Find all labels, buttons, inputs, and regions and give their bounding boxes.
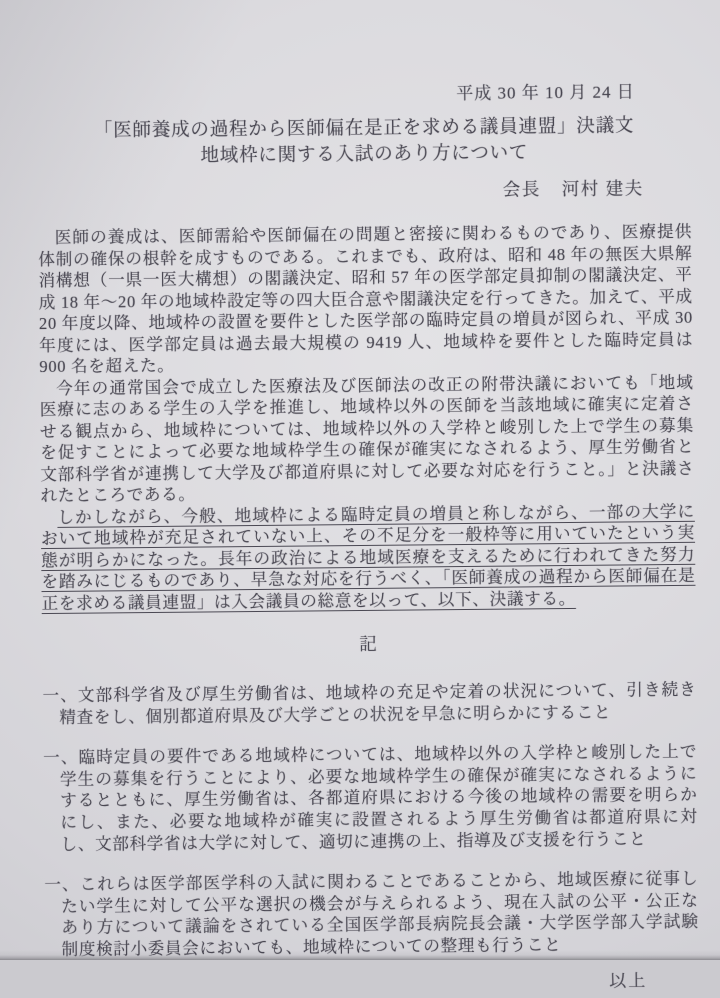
signature-role: 会長 xyxy=(502,179,541,200)
paragraph-1: 医師の養成は、医師需給や医師偏在の問題と密接に関わるものであり、医療提供体制の確保の根幹を成すものである。これまでも、政府は、昭和 48 年の無医大県解消構想（一県一医大構想）の閣議決定、昭和 57 年の医学部定員抑制の閣議決定、平成 18 年～20 年の地域枠設定等の四大臣合意や閣議決定を行ってきた。加えて、平成 20 年度以降、地域枠の設置を要件とした医学部の臨時定員の増員が図られ、平成 30 年度には、医学部定員は過去最大規模の 9419 人、地域枠を要件とした臨時定員は 900 名を超えた。 xyxy=(38,221,694,377)
paragraph-3-underlined: しかしながら、今般、地域枠による臨時定員の増員と称しながら、一部の大学において地域枠が充足されていない上、その不足分を一般枠等に用いていたという実態が明らかになった。長年の政治による地域医療を支えるために行われてきた努力を踏みにじるものであり、早急な対応を行うべく、「医師養成の過程から医師偏在是正を求める議員連盟」は入会議員の総意を以って、以下、決議する。 xyxy=(40,501,696,613)
resolution-item-3 xyxy=(44,868,699,961)
item-1-text: 文部科学省及び厚生労働省は、地域枠の充足や定着の状況について、引き続き精査をし、個別都道府県及び大学ごとの状況を早急に明らかにすること xyxy=(59,679,697,727)
item-3-text: これらは医学部医学科の入試に関わることであることから、地域医療に従事したい学生に対して公平な選択の機会が与えられるよう、現在入試の公平・公正なあり方について議論をされている全国医学部長病院長会議・大学医学部入学試験制度検討小委員会においても、地域枠についての整理も行うこと xyxy=(61,868,699,959)
document-title-block xyxy=(37,113,691,171)
document-body xyxy=(38,221,696,614)
closing-marker: 以上 xyxy=(609,970,648,991)
document-subtitle: 地域枠に関する入試のあり方について xyxy=(200,143,529,167)
document-title: 「医師養成の過程から医師偏在是正を求める議員連盟」決議文 xyxy=(93,116,635,142)
item-2-marker: 一、 xyxy=(43,747,79,768)
item-2-text: 臨時定員の要件である地域枠については、地域枠以外の入学枠と峻別した上で学生の募集を行うことにより、必要な地域枠学生の確保が確実になされるようにするとともに、厚生労働省は、各都道府県における今後の地域枠の需要を明らかにし、また、必要な地域枠が確実に設置されるよう厚生労働省は都道府県に対し、文部科学省は大学に対して、適切に連携の上、指導及び支援を行うこと xyxy=(59,741,698,854)
resolution-item-2 xyxy=(43,741,698,855)
resolution-item-1 xyxy=(42,679,696,728)
item-3-marker: 一、 xyxy=(44,874,80,895)
signature-line xyxy=(38,177,692,205)
record-marker: 記 xyxy=(359,633,379,655)
document-date: 平成 30 年 10 月 24 日 xyxy=(456,82,635,104)
signature-name: 河村 建夫 xyxy=(561,178,644,200)
item-1-marker: 一、 xyxy=(42,685,79,706)
paragraph-2: 今年の通常国会で成立した医療法及び医師法の改正の附帯決議においても「地域医療に志のある学生の入学を推進し、地域枠以外の医師を当該地域に確実に定着させる観点から、地域枠については、地域枠以外の入学枠と峻別した上で学生の募集を促すことによって必要な地域枠学生の確保が確実になされるよう、厚生労働省と文部科学省が連携して大学及び都道府県に対して必要な対応を行うこと。」と決議されたところである。 xyxy=(39,372,695,506)
